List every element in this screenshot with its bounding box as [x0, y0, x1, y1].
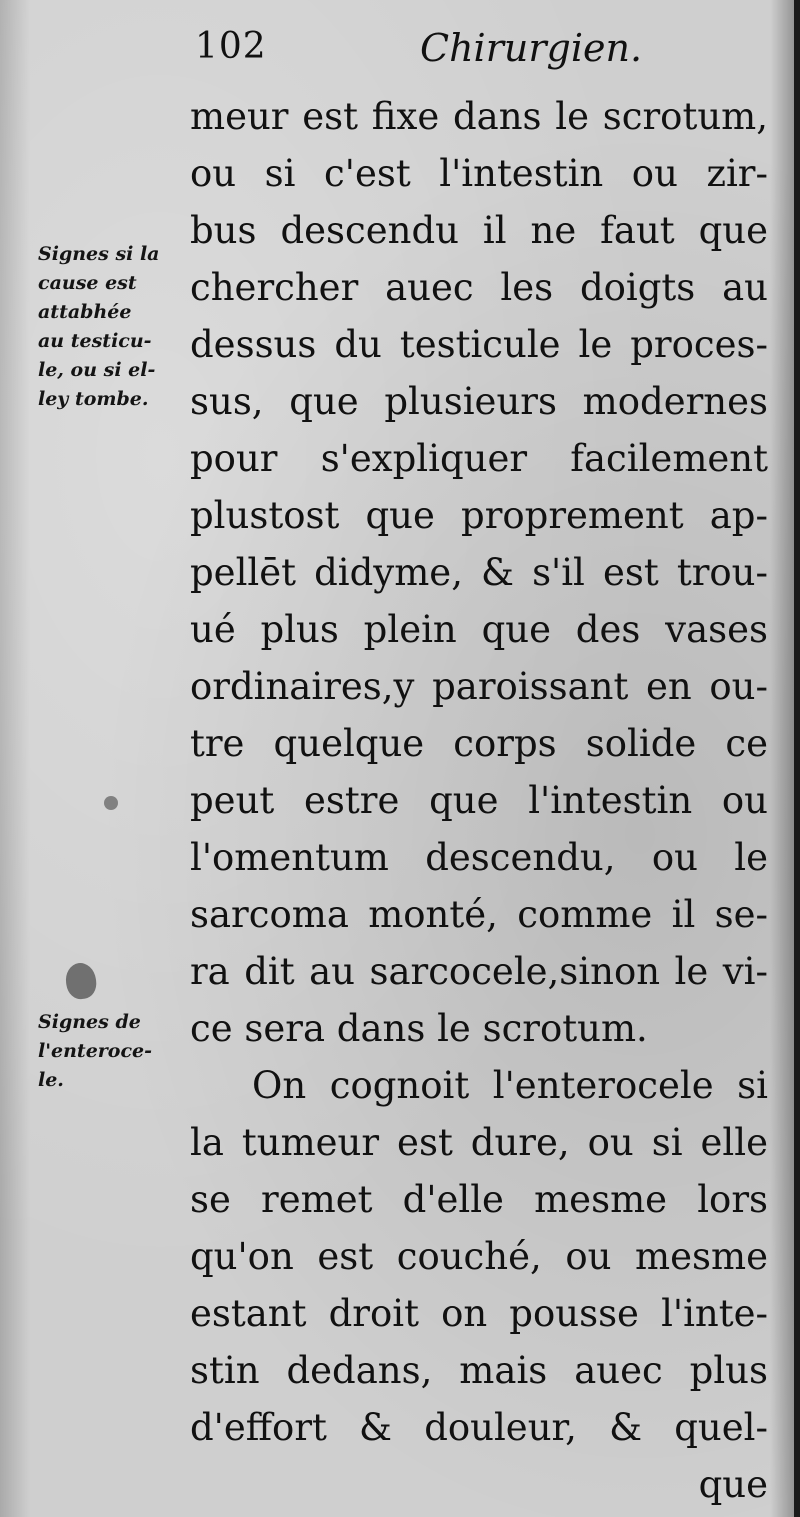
margin-note-line: l'enteroce- — [38, 1040, 153, 1062]
text-line: ordinaires,y paroissant en ou- — [190, 665, 768, 708]
page-number: 102 — [195, 26, 267, 67]
text-line: stin dedans, mais auec plus — [190, 1349, 768, 1392]
text-line: tre quelque corps solide ce — [190, 722, 768, 765]
body-text — [190, 88, 768, 1513]
text-line: meur est fixe dans le scrotum, — [190, 95, 768, 138]
text-line: la tumeur est dure, ou si elle — [190, 1121, 768, 1164]
text-line: sus, que plusieurs modernes — [190, 380, 768, 423]
margin-note-line: Signes si la — [38, 243, 160, 265]
margin-note-line: attabhée — [38, 301, 132, 323]
text-line: dessus du testicule le proces- — [190, 323, 768, 366]
text-line: se remet d'elle mesme lors — [190, 1178, 768, 1221]
text-line: sarcoma monté, comme il se- — [190, 893, 768, 936]
text-line: ou si c'est l'intestin ou zir- — [190, 152, 768, 195]
page-header — [195, 26, 643, 76]
text-line: l'omentum descendu, ou le — [190, 836, 768, 879]
text-line: pour s'expliquer facilement — [190, 437, 768, 480]
margin-note-line: au testicu- — [38, 330, 152, 352]
text-line: pellēt didyme, & s'il est trou- — [190, 551, 768, 594]
running-head: Chirurgien. — [420, 26, 643, 70]
margin-note-enterocele — [38, 1008, 188, 1095]
margin-note-line: cause est — [38, 272, 137, 294]
ink-stain — [64, 961, 99, 1001]
text-line: peut estre que l'intestin ou — [190, 779, 768, 822]
text-line: plustost que proprement ap- — [190, 494, 768, 537]
text-line: d'effort & douleur, & quel- — [190, 1406, 768, 1449]
ink-speck — [104, 796, 118, 810]
margin-note-line: ley tombe. — [38, 388, 149, 410]
text-line: ce sera dans le scrotum. — [190, 1007, 648, 1050]
margin-note-signes-cause — [38, 240, 188, 414]
text-line: ra dit au sarcocele,sinon le vi- — [190, 950, 768, 993]
text-line: chercher auec les doigts au — [190, 266, 768, 309]
margin-note-line: le. — [38, 1069, 64, 1091]
page-edge — [794, 0, 800, 1517]
text-line-paragraph-start: On cognoit l'enterocele si — [252, 1064, 768, 1107]
text-line: bus descendu il ne faut que — [190, 209, 768, 252]
text-line: ué plus plein que des vases — [190, 608, 768, 651]
text-line: qu'on est couché, ou mesme — [190, 1235, 768, 1278]
text-line: estant droit on pousse l'inte- — [190, 1292, 768, 1335]
margin-note-line: Signes de — [38, 1011, 141, 1033]
margin-note-line: le, ou si el- — [38, 359, 156, 381]
catchword: que — [698, 1463, 768, 1506]
